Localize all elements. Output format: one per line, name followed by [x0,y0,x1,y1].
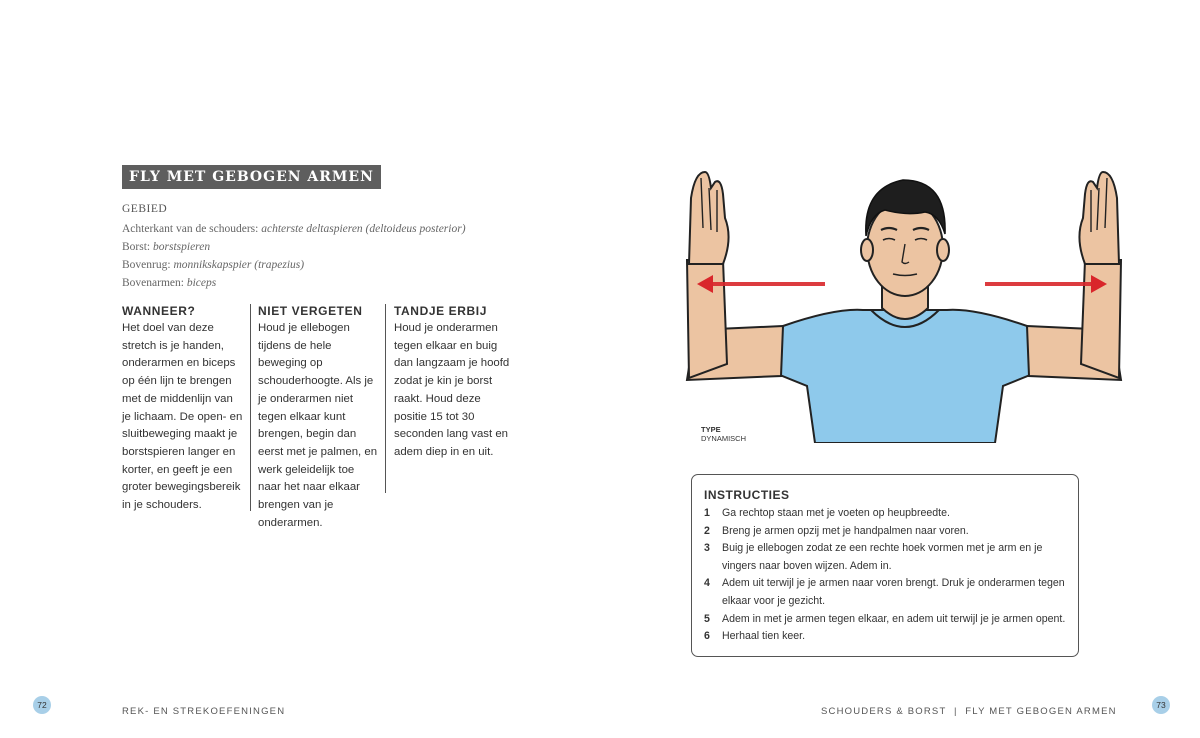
column-heading: NIET VERGETEN [258,304,363,318]
instruction-step: 4 Adem uit terwijl je je armen naar voren brengt. Druk je onderarmen tegen elkaar voor je gezicht. [704,577,1065,607]
column-wanneer [122,303,244,515]
page-number-left: 72 [33,696,51,714]
instructions-box [691,474,1079,657]
area-row: Bovenrug: monnikskapspier (trapezius) [122,259,305,271]
page-number-right: 73 [1152,696,1170,714]
column-heading: TANDJE ERBIJ [394,304,487,318]
exercise-illustration [685,168,1125,443]
instruction-step: 1 Ga rechtop staan met je voeten op heupbreedte. [704,507,950,519]
column-divider [385,304,386,493]
target-area [122,202,542,292]
type-value: DYNAMISCH [701,434,747,443]
column-text: Het doel van deze stretch is je handen, onderarmen en biceps op één lijn te brengen met de middenlijn van je lichaam. De open- en sluitbeweging maakt je borstspieren langer en korter, en geeft je een groter bewegingsbereik in je schouders. [122,322,243,512]
column-tandje-erbij [394,303,516,462]
area-row: Achterkant van de schouders: achterste deltaspieren (deltoideus posterior) [122,223,466,235]
ear-icon [861,239,873,261]
footer-right: SCHOUDERS & BORST | FLY MET GEBOGEN ARMEN [821,706,1117,717]
exercise-title: FLY MET GEBOGEN ARMEN [122,165,381,189]
ear-icon [937,239,949,261]
instruction-step: 2 Breng je armen opzij met je handpalmen naar voren. [704,524,969,537]
right-forearm [1081,260,1121,378]
column-heading: WANNEER? [122,304,196,318]
left-forearm [687,260,727,378]
column-niet-vergeten [258,303,380,532]
shirt [775,310,1035,443]
exercise-type [701,425,746,443]
instruction-step: 5 Adem in met je armen tegen elkaar, en adem uit terwijl je je armen opent. [704,612,1066,625]
column-text: Houd je ellebogen tijdens de hele beweging op schouderhoogte. Als je je onderarmen niet tegen elkaar kunt brengen, begin dan eerst met je palmen, en werk geleidelijk toe naar het naar elkaar brengen van je onderarmen. [258,322,378,529]
left-hand-icon [689,172,729,264]
instructions-heading: INSTRUCTIES [704,488,790,502]
area-heading: GEBIED [122,203,168,215]
area-row: Borst: borstspieren [122,241,211,253]
instruction-step: 6 Herhaal tien keer. [704,630,806,643]
footer-left: REK- EN STREKOEFENINGEN [122,706,286,717]
area-row: Bovenarmen: biceps [122,277,217,289]
right-hand-icon [1079,172,1119,264]
column-divider [250,304,251,511]
type-label: TYPE [701,425,721,434]
instruction-step: 3 Buig je ellebogen zodat ze een rechte hoek vormen met je arm en je vingers naar boven wijzen. Adem in. [704,542,1043,572]
column-text: Houd je onderarmen tegen elkaar en buig dan langzaam je hoofd zodat je kin je borst raakt. Houd deze positie 15 tot 30 seconden lang vast en adem diep in en uit. [394,322,510,458]
